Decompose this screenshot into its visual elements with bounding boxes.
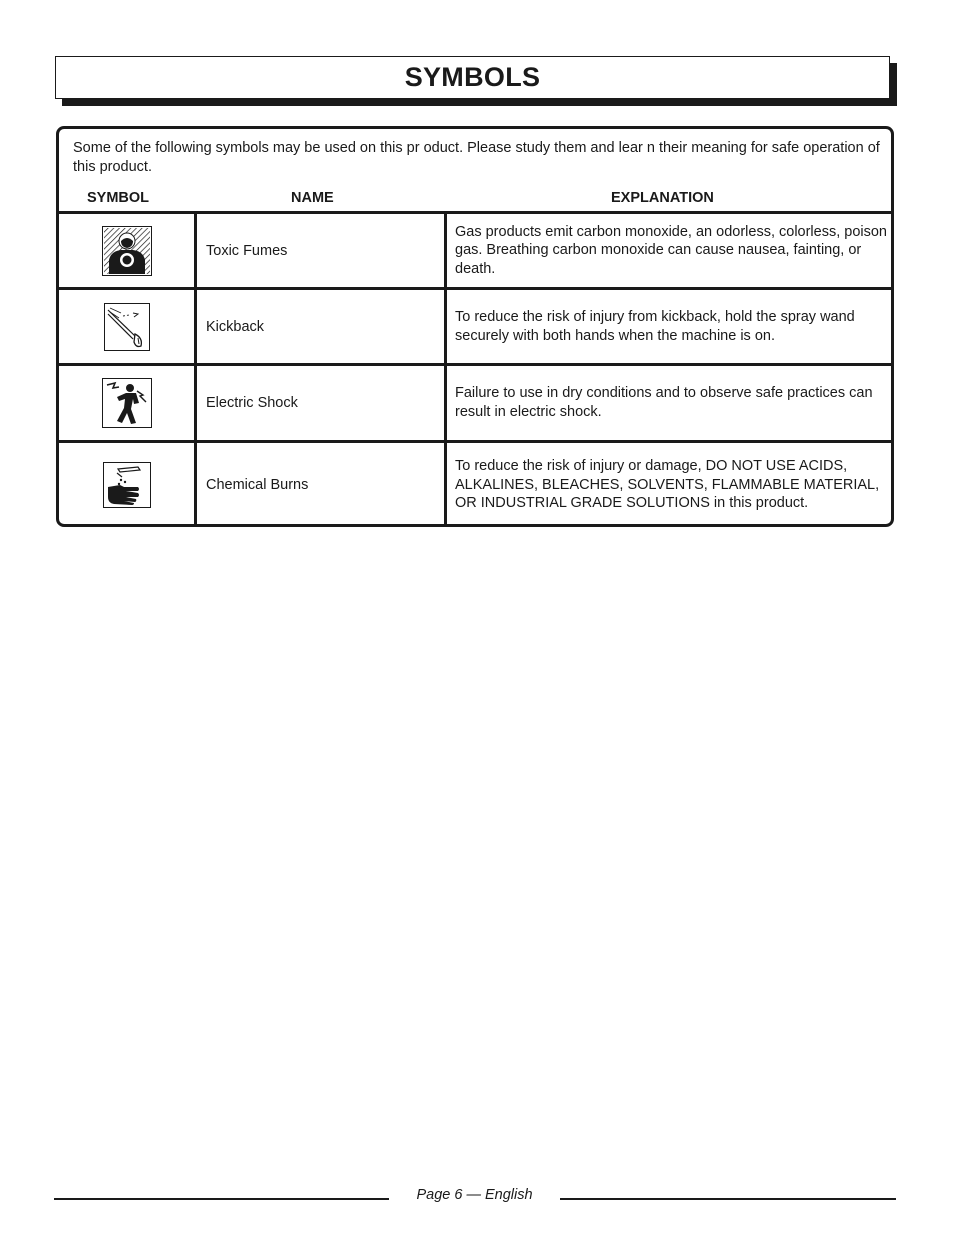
page-footer: Page 6 — English bbox=[416, 1187, 533, 1203]
table-row bbox=[59, 214, 891, 287]
symbol-name: Chemical Burns bbox=[206, 477, 309, 493]
header-explanation: EXPLANATION bbox=[611, 190, 714, 206]
chemical-burns-icon bbox=[103, 462, 151, 508]
header-symbol: SYMBOL bbox=[87, 190, 150, 206]
title-banner bbox=[55, 56, 890, 99]
intro-text: Some of the following symbols may be used on this pr oduct. Please study them and lear n their meaning for safe operation of this product. bbox=[73, 140, 880, 175]
symbol-explanation: To reduce the risk of injury from kickback, hold the spray wand securely with both hands when the machine is on. bbox=[455, 308, 855, 344]
kickback-icon bbox=[104, 303, 150, 351]
toxic-fumes-icon bbox=[102, 226, 152, 276]
symbol-name: Electric Shock bbox=[206, 395, 298, 411]
symbol-name: Kickback bbox=[206, 318, 265, 335]
symbol-explanation: Gas products emit carbon monoxide, an odorless, colorless, poison gas. Breathing carbon monoxide can cause nausea, fainting, or death. bbox=[455, 223, 887, 277]
symbol-cell bbox=[59, 366, 194, 440]
header-name: NAME bbox=[291, 190, 334, 206]
symbols-table bbox=[56, 126, 894, 527]
electric-shock-icon bbox=[102, 378, 152, 428]
symbol-name: Toxic Fumes bbox=[206, 242, 288, 259]
symbol-cell bbox=[59, 443, 194, 527]
table-row bbox=[59, 366, 891, 440]
page-title: SYMBOLS bbox=[404, 62, 541, 92]
footer-rule-left bbox=[54, 1198, 389, 1200]
table-row bbox=[59, 290, 891, 363]
symbol-cell bbox=[59, 214, 194, 287]
footer-rule-right bbox=[560, 1198, 896, 1200]
table-row bbox=[59, 443, 891, 527]
symbol-cell bbox=[59, 290, 194, 363]
symbol-explanation: To reduce the risk of injury or damage, DO NOT USE ACIDS, ALKALINES, BLEACHES, SOLVENTS, FLAMMABLE MATERIAL, OR INDUSTRIAL GRADE SOLUTIONS in this product. bbox=[455, 458, 880, 512]
symbol-explanation: Failure to use in dry conditions and to observe safe practices can result in electric shock. bbox=[455, 385, 873, 420]
